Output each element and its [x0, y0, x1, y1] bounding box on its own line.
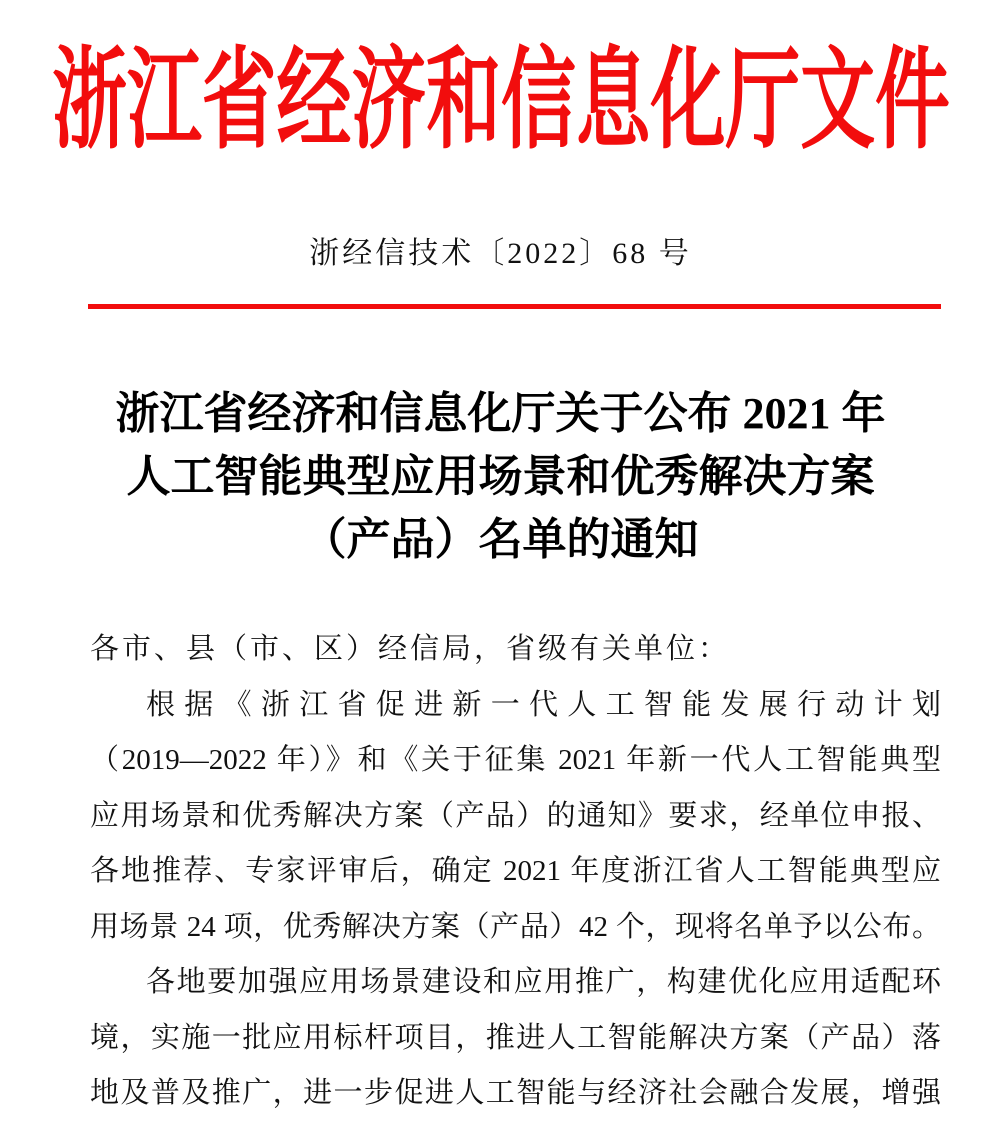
body-line: 各地要加强应用场景建设和应用推广，构建优化应用适配环 [146, 966, 941, 998]
document-title-line-2: 人工智能典型应用场景和优秀解决方案 [126, 452, 875, 501]
body-line: 用场景 24 项，优秀解决方案（产品）42 个，现将名单予以公布。 [90, 910, 941, 943]
body-line: 根据《浙江省促进新一代人工智能发展行动计划 [146, 688, 941, 721]
salutation-line: 各市、县（市、区）经信局，省级有关单位： [90, 633, 731, 665]
red-divider-line [88, 304, 941, 309]
agency-header-title: 浙江省经济和信息化厅文件 [51, 40, 950, 162]
document-title-line-3: （产品）名单的通知 [302, 515, 699, 564]
body-line: 应用场景和优秀解决方案（产品）的通知》要求，经单位申报、 [90, 799, 941, 832]
body-line: 各地推荐、专家评审后，确定 2021 年度浙江省人工智能典型应 [90, 855, 941, 887]
document-number: 浙经信技术〔2022〕68 号 [309, 237, 692, 270]
body-line: 地及普及推广，进一步促进人工智能与经济社会融合发展，增强 [90, 1077, 941, 1109]
document-body [90, 622, 941, 1122]
body-line: （2019—2022 年）》和《关于征集 2021 年新一代人工智能典型 [90, 744, 941, 776]
body-line: 境，实施一批应用标杆项目，推进人工智能解决方案（产品）落 [90, 1021, 941, 1054]
document-title-line-1: 浙江省经济和信息化厅关于公布 2021 年 [115, 389, 886, 438]
document-title [0, 382, 1001, 571]
